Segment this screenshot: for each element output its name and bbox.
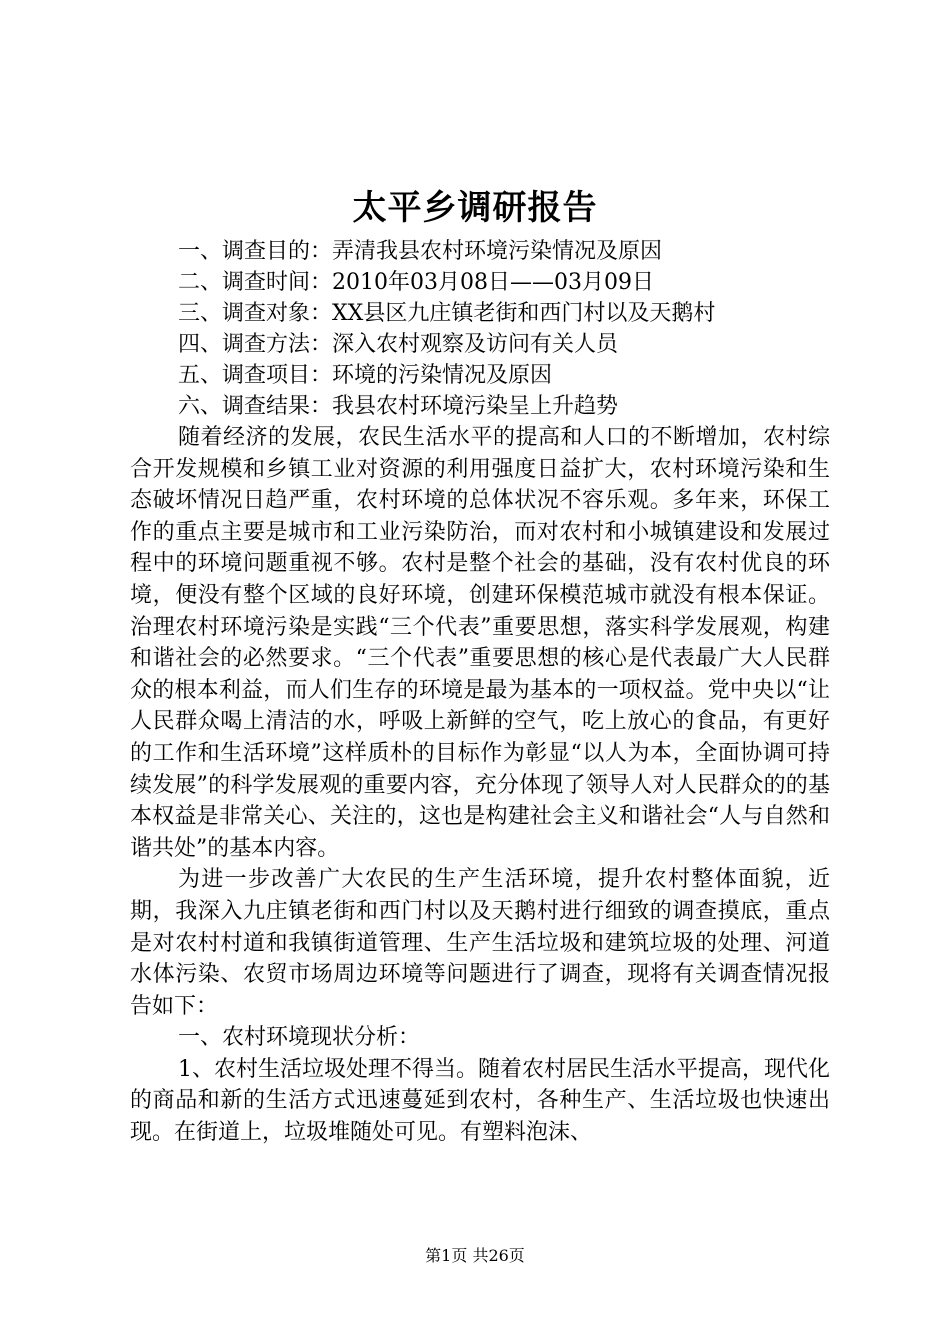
survey-method: 四、调查方法：深入农村观察及访问有关人员	[178, 332, 619, 357]
survey-purpose: 一、调查目的：弄清我县农村环境污染情况及原因	[178, 239, 663, 264]
survey-time: 二、调查时间：2010年03月08日——03月09日	[178, 270, 654, 295]
survey-project: 五、调查项目：环境的污染情况及原因	[178, 363, 553, 388]
document-title: 太平乡调研报告	[352, 188, 598, 228]
page-footer: 第1页 共26页	[425, 1246, 525, 1265]
survey-result: 六、调查结果：我县农村环境污染呈上升趋势	[178, 394, 619, 419]
section-heading: 一、农村环境现状分析：	[178, 1025, 421, 1051]
paragraph-garbage: 1、农村生活垃圾处理不得当。随着农村居民生活水平提高，现代化的商品和新的生活方式迅速蔓延到农村，各种生产、生活垃圾也快速出现。在街道上，垃圾堆随处可见。有塑料泡沫、	[130, 1056, 830, 1146]
paragraph-investigation: 为进一步改善广大农民的生产生活环境，提升农村整体面貌，近期，我深入九庄镇老街和西门村以及天鹅村进行细致的调查摸底，重点是对农村村道和我镇街道管理、生产生活垃圾和建筑垃圾的处理、河道水体污染、农贸市场周边环境等问题进行了调查，现将有关调查情况报告如下：	[130, 867, 830, 1019]
paragraph-background: 随着经济的发展，农民生活水平的提高和人口的不断增加，农村综合开发规模和乡镇工业对资源的利用强度日益扩大，农村环境污染和生态破坏情况日趋严重，农村环境的总体状况不容乐观。多年来，环保工作的重点主要是城市和工业污染防治，而对农村和小城镇建设和发展过程中的环境问题重视不够。农村是整个社会的基础，没有农村优良的环境，便没有整个区域的良好环境，创建环保模范城市就没有根本保证。治理农村环境污染是实践“三个代表”重要思想，落实科学发展观，构建和谐社会的必然要求。“三个代表”重要思想的核心是代表最广大人民群众的根本利益，而人们生存的环境是最为基本的一项权益。党中央以“让人民群众喝上清洁的水，呼吸上新鲜的空气，吃上放心的食品，有更好的工作和生活环境”这样质朴的目标作为彰显“以人为本，全面协调可持续发展”的科学发展观的重要内容，充分体现了领导人对人民群众的的基本权益是非常关心、关注的，这也是构建社会主义和谐社会“人与自然和谐共处”的基本内容。	[130, 425, 830, 861]
survey-object: 三、调查对象：XX县区九庄镇老街和西门村以及天鹅村	[178, 301, 716, 326]
document-body	[130, 236, 830, 1149]
